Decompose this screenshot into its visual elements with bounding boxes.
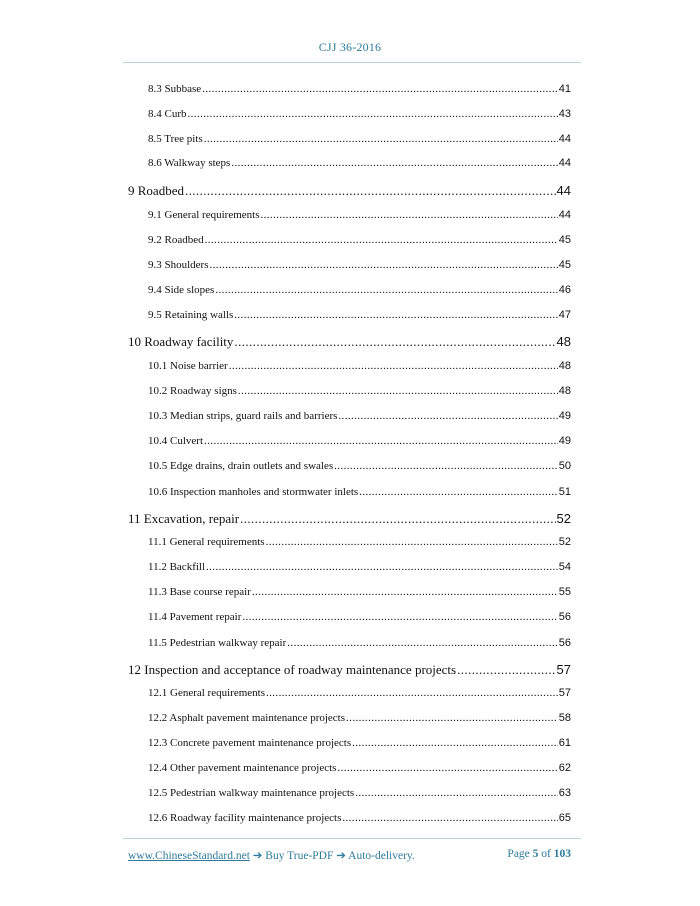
toc-entry-page-number: 63 [558,787,571,799]
page-label: Page [507,848,530,860]
toc-dot-leader [240,511,555,527]
toc-dot-leader [355,787,558,799]
toc-entry-page-number: 56 [558,611,571,623]
toc-section-entry[interactable] [148,762,571,774]
toc-chapter-entry[interactable] [128,183,571,199]
toc-entry-page-number: 44 [558,133,571,145]
toc-entry-label: 8.6 Walkway steps [148,157,231,169]
toc-dot-leader [334,460,558,472]
toc-entry-label: 8.3 Subbase [148,83,202,95]
toc-entry-page-number: 44 [558,157,571,169]
toc-entry-label: 10.2 Roadway signs [148,385,237,397]
toc-dot-leader [359,486,558,498]
toc-section-entry[interactable] [148,259,571,271]
toc-entry-page-number: 44 [558,209,571,221]
toc-chapter-entry[interactable] [128,662,571,678]
toc-section-entry[interactable] [148,586,571,598]
page-of-label: of [541,848,551,860]
toc-dot-leader [204,435,558,447]
toc-entry-label: 8.4 Curb [148,108,187,120]
toc-entry-page-number: 52 [558,536,571,548]
toc-entry-page-number: 47 [558,309,571,321]
toc-entry-label: 10.3 Median strips, guard rails and barriers [148,410,338,422]
toc-entry-label: 11.3 Base course repair [148,586,251,598]
toc-dot-leader [338,410,557,422]
buy-true-pdf-text: Buy True-PDF [265,850,334,862]
toc-dot-leader [266,536,558,548]
toc-section-entry[interactable] [148,360,571,372]
toc-dot-leader [342,812,557,824]
toc-entry-page-number: 48 [556,334,571,349]
toc-section-entry[interactable] [148,234,571,246]
toc-entry-page-number: 51 [558,486,571,498]
toc-section-entry[interactable] [148,536,571,548]
toc-entry-page-number: 57 [558,687,571,699]
toc-entry-label: 9.3 Shoulders [148,259,209,271]
toc-entry-label: 12.4 Other pavement maintenance projects [148,762,337,774]
toc-section-entry[interactable] [148,611,571,623]
toc-entry-page-number: 65 [558,812,571,824]
toc-dot-leader [252,586,558,598]
toc-entry-page-number: 48 [558,385,571,397]
toc-dot-leader [215,284,557,296]
toc-entry-label: 10.5 Edge drains, drain outlets and swales [148,460,334,472]
toc-entry-label: 11 Excavation, repair [128,511,240,526]
toc-dot-leader [346,712,558,724]
toc-entry-label: 10.1 Noise barrier [148,360,228,372]
toc-dot-leader [287,637,557,649]
toc-section-entry[interactable] [148,687,571,699]
toc-dot-leader [238,385,558,397]
toc-section-entry[interactable] [148,712,571,724]
toc-dot-leader [234,334,555,350]
footer-purchase-line [128,848,415,862]
toc-section-entry[interactable] [148,787,571,799]
toc-section-entry[interactable] [148,157,571,169]
toc-entry-label: 9.1 General requirements [148,209,260,221]
arrow-right-icon: ➔ [252,850,263,862]
toc-entry-label: 10 Roadway facility [128,334,234,349]
arrow-right-icon: ➔ [336,850,346,862]
toc-entry-label: 12.2 Asphalt pavement maintenance projects [148,712,346,724]
toc-section-entry[interactable] [148,209,571,221]
toc-section-entry[interactable] [148,637,571,649]
toc-entry-page-number: 49 [558,435,571,447]
toc-entry-page-number: 61 [558,737,571,749]
toc-section-entry[interactable] [148,309,571,321]
toc-entry-label: 10.6 Inspection manholes and stormwater inlets [148,486,359,498]
toc-dot-leader [352,737,558,749]
toc-dot-leader [204,133,558,145]
toc-entry-label: 11.1 General requirements [148,536,265,548]
toc-entry-page-number: 41 [558,83,571,95]
total-page-count: 103 [553,848,571,860]
toc-chapter-entry[interactable] [128,511,571,527]
toc-dot-leader [266,687,558,699]
toc-entry-label: 8.5 Tree pits [148,133,203,145]
toc-entry-label: 10.4 Culvert [148,435,203,447]
page-number-indicator [507,848,571,860]
toc-dot-leader [205,234,558,246]
current-page-number: 5 [532,848,539,860]
toc-entry-label: 11.2 Backfill [148,561,206,573]
toc-entry-page-number: 45 [558,259,571,271]
toc-dot-leader [185,183,556,199]
toc-entry-page-number: 55 [558,586,571,598]
toc-section-entry[interactable] [148,385,571,397]
toc-entry-page-number: 44 [556,183,571,198]
toc-entry-page-number: 54 [558,561,571,573]
toc-entry-page-number: 45 [558,234,571,246]
toc-entry-page-number: 57 [556,662,571,677]
toc-section-entry[interactable] [148,561,571,573]
toc-entry-label: 12 Inspection and acceptance of roadway maintenance projects [128,662,457,677]
toc-section-entry[interactable] [148,284,571,296]
toc-entry-page-number: 50 [558,460,571,472]
toc-entry-label: 11.4 Pavement repair [148,611,242,623]
toc-dot-leader [234,309,558,321]
toc-entry-label: 9 Roadbed [128,183,184,198]
toc-dot-leader [242,611,557,623]
toc-dot-leader [229,360,558,372]
toc-section-entry[interactable] [148,133,571,145]
toc-dot-leader [206,561,558,573]
toc-dot-leader [457,662,555,678]
toc-entry-page-number: 62 [558,762,571,774]
toc-section-entry[interactable] [148,435,571,447]
toc-chapter-entry[interactable] [128,334,571,350]
toc-dot-leader [202,83,558,95]
header-divider [123,62,581,63]
toc-entry-label: 9.4 Side slopes [148,284,215,296]
toc-section-entry[interactable] [148,108,571,120]
toc-entry-label: 11.5 Pedestrian walkway repair [148,637,287,649]
toc-section-entry[interactable] [148,486,571,498]
toc-dot-leader [337,762,557,774]
toc-entry-label: 12.6 Roadway facility maintenance projects [148,812,342,824]
toc-entry-page-number: 43 [558,108,571,120]
toc-dot-leader [260,209,557,221]
toc-entry-page-number: 56 [558,637,571,649]
toc-entry-page-number: 52 [556,511,571,526]
toc-entry-label: 9.2 Roadbed [148,234,204,246]
toc-entry-label: 12.1 General requirements [148,687,265,699]
toc-entry-page-number: 48 [558,360,571,372]
toc-dot-leader [210,259,558,271]
toc-section-entry[interactable] [148,460,571,472]
toc-dot-leader [231,157,557,169]
footer-divider [123,838,581,839]
website-link[interactable]: www.ChineseStandard.net [128,850,250,862]
toc-entry-page-number: 46 [558,284,571,296]
toc-entry-label: 12.5 Pedestrian walkway maintenance projects [148,787,355,799]
toc-section-entry[interactable] [148,812,571,824]
toc-section-entry[interactable] [148,410,571,422]
toc-entry-label: 12.3 Concrete pavement maintenance projects [148,737,352,749]
toc-section-entry[interactable] [148,83,571,95]
toc-dot-leader [188,108,558,120]
toc-entry-label: 9.5 Retaining walls [148,309,234,321]
toc-entry-page-number: 49 [558,410,571,422]
toc-section-entry[interactable] [148,737,571,749]
document-header-title: CJJ 36-2016 [318,40,382,54]
auto-delivery-text: Auto-delivery. [348,850,415,862]
toc-entry-page-number: 58 [558,712,571,724]
